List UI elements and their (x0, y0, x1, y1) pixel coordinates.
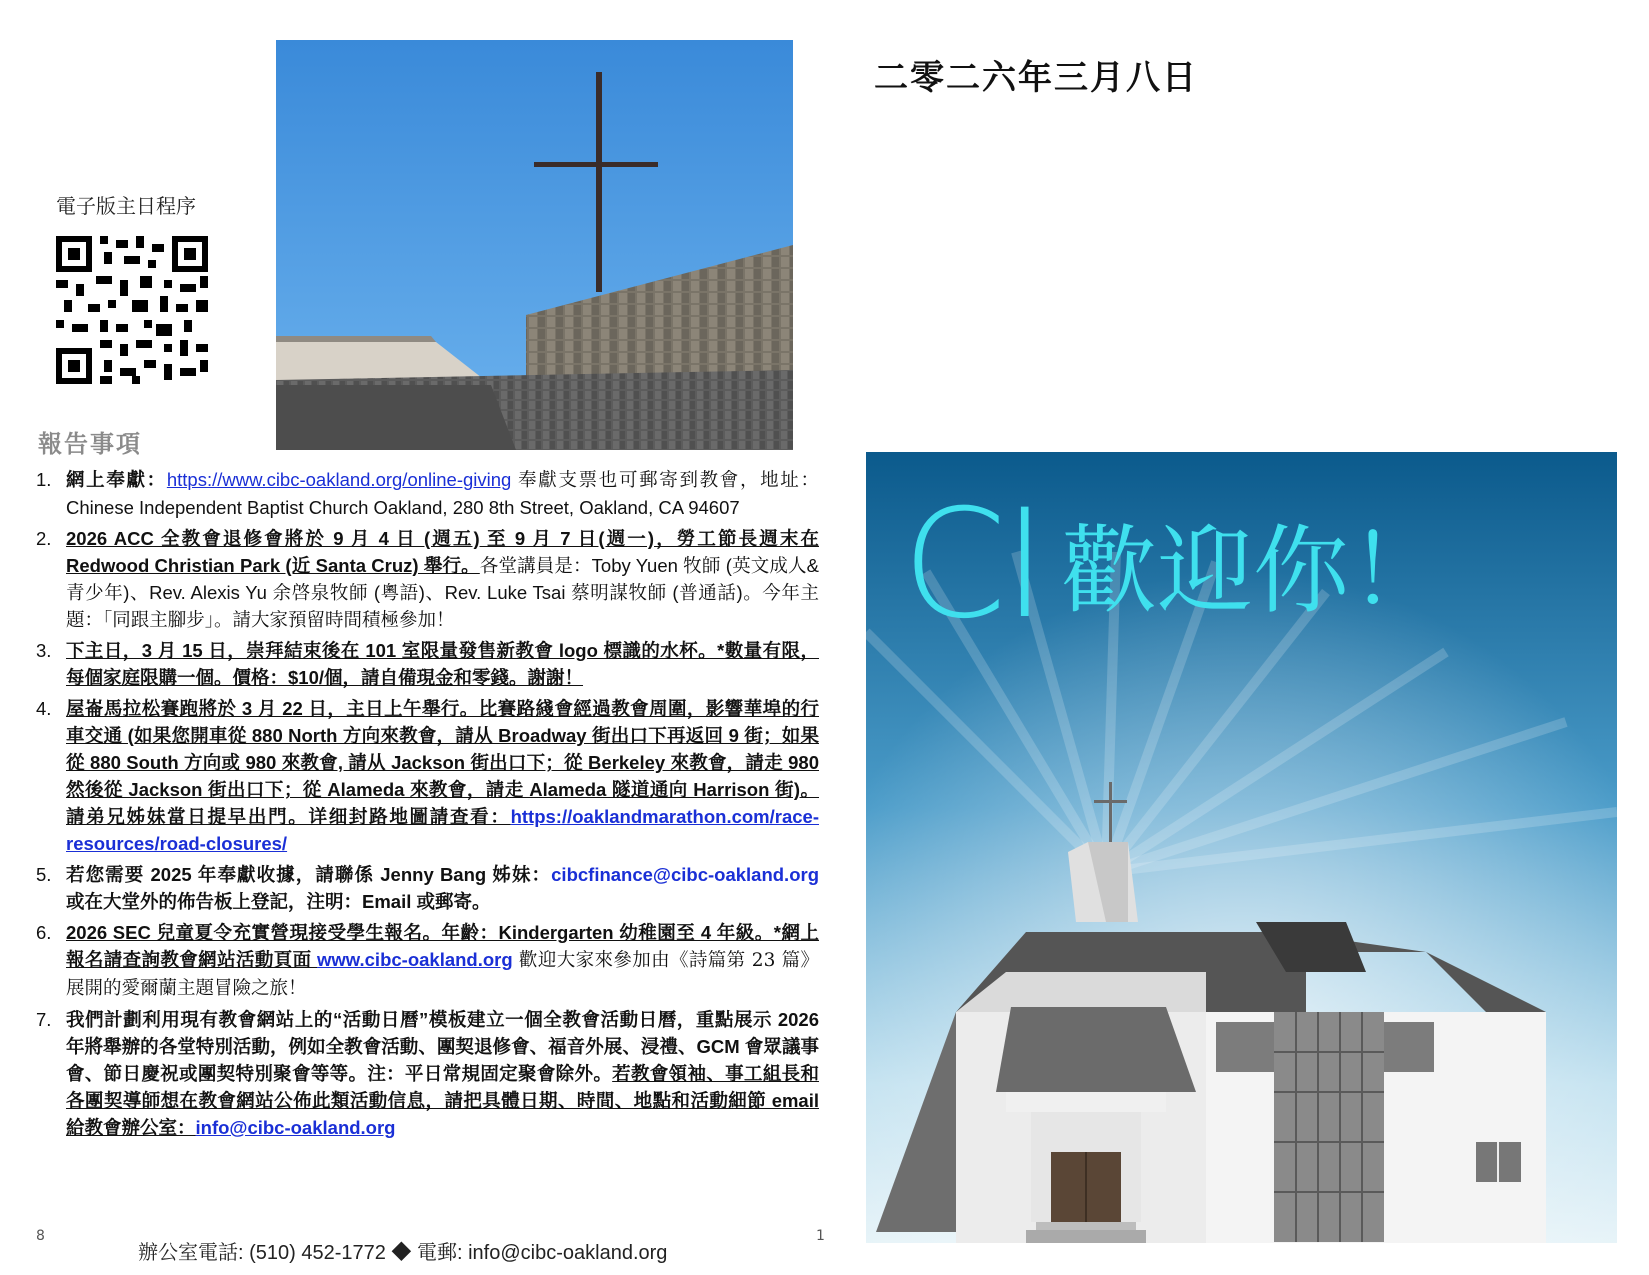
welcome-heading (902, 478, 1445, 652)
item-title: 若您需要 2025 年奉獻收據，請聯係 Jenny Bang 姊妹： (66, 864, 552, 885)
footer-contact: 辦公室電話: (510) 452-1772 ◆ 電郵: info@cibc-oakland.org (138, 1242, 668, 1264)
cross-photo (276, 40, 793, 450)
item-title: 2026 SEC 兒童夏令充實營現接受學生報名。年齡：Kindergarten 幼稚園至 4 年級。*網上報名請查詢教會網站活動頁面 (66, 922, 819, 970)
qr-code-image[interactable] (56, 236, 208, 384)
announcement-item (36, 466, 819, 521)
item-title: 網上奉獻： (66, 470, 167, 491)
item-title: 下主日，3 月 15 日，崇拜結束後在 101 室限量發售新教會 logo 標識的水杯。*數量有限，每個家庭限購一個。價格：$10/個，請自備現金和零錢。謝謝！ (66, 640, 819, 688)
item-number: 4. (36, 698, 52, 719)
office-email-link[interactable]: info@cibc-oakland.org (195, 1117, 396, 1138)
item-text: 或在大堂外的佈告板上登記，注明：Email 或郵寄。 (66, 891, 491, 912)
item-number: 5. (36, 864, 52, 885)
announcement-item (36, 637, 819, 691)
announcement-item (36, 695, 819, 857)
announcements-list (36, 466, 819, 1145)
qr-label: 電子版主日程序 (56, 194, 196, 218)
announcement-item (36, 1006, 819, 1141)
bulletin-date: 二零二六年三月八日 (874, 58, 1198, 98)
item-text: 若教會領袖、事工組長和各團契導師想在教會網站公佈此類活動信息，請把具體日期、時間、地點和活動細節 email 給教會辦公室： (66, 1063, 819, 1138)
item-number: 7. (36, 1009, 52, 1030)
welcome-message: 歡迎你！ (1060, 515, 1445, 627)
page-mark-left: 8 (36, 1228, 45, 1244)
item-text: 歡迎大家來參加由《詩篇第 23 篇》展開的愛爾蘭主題冒險之旅！ (66, 950, 819, 999)
finance-email-link[interactable]: cibcfinance@cibc-oakland.org (551, 864, 819, 885)
page-mark-right: 1 (816, 1228, 825, 1244)
announcement-item (36, 919, 819, 1002)
item-number: 6. (36, 922, 52, 943)
road-closures-link[interactable]: https://oaklandmarathon.com/race-resources/road-closures/ (66, 806, 819, 854)
item-number: 2. (36, 528, 52, 549)
item-title: 我們計劃利用現有教會網站上的“活動日曆”模板建立一個全教會活動日曆，重點展示 2026 年將舉辦的各堂特別活動，例如全教會活動、團契退修會、福音外展、浸禮、GCM 會眾議事會、節日慶祝或團契特別聚會等等。注：平日常規固定聚會除外。 (66, 1009, 819, 1084)
welcome-ci: CI (902, 478, 1043, 652)
item-title: 2026 ACC 全教會退修會將於 9 月 4 日 (週五) 至 9 月 7 日(週一)，勞工節長週末在 Redwood Christian Park (近 Santa Cruz) 舉行。 (66, 528, 819, 576)
item-text: 各堂講員是：Toby Yuen 牧師 (英文成人&青少年)、Rev. Alexis Yu 余啓泉牧師 (粵語)、Rev. Luke Tsai 蔡明謀牧師 (普通話)。今年主題：「同跟主腳步」。請大家預留時間積極參加！ (66, 555, 819, 630)
online-giving-link[interactable]: https://www.cibc-oakland.org/online-giving (166, 469, 512, 490)
item-number: 3. (36, 640, 52, 661)
item-text: 奉獻支票也可郵寄到教會，地址：Chinese Independent Baptist Church Oakland, 280 8th Street, Oakland, CA 94607 (66, 469, 819, 518)
item-number: 1. (36, 469, 52, 490)
announcement-item (36, 861, 819, 915)
church-website-link[interactable]: www.cibc-oakland.org (317, 949, 513, 970)
item-title: 屋崙馬拉松賽跑將於 3 月 22 日，主日上午舉行。比賽路綫會經過教會周圍，影響華埠的行車交通 (如果您開車從 880 North 方向來教會，請从 Broadway 街出口下再返回 9 街；如果從 880 South 方向或 980 來教會, 請从 Jackson 街出口下；從 Berkeley 來教會，請走 980 然後從 Jackson 街出口下；從 Alameda 來教會，請走 Alameda 隧道通向 Harrison 街)。請弟兄姊妹當日提早出門。详细封路地圖請查看： (66, 698, 819, 827)
announcement-item (36, 525, 819, 633)
announcements-heading: 報告事項 (38, 429, 142, 458)
